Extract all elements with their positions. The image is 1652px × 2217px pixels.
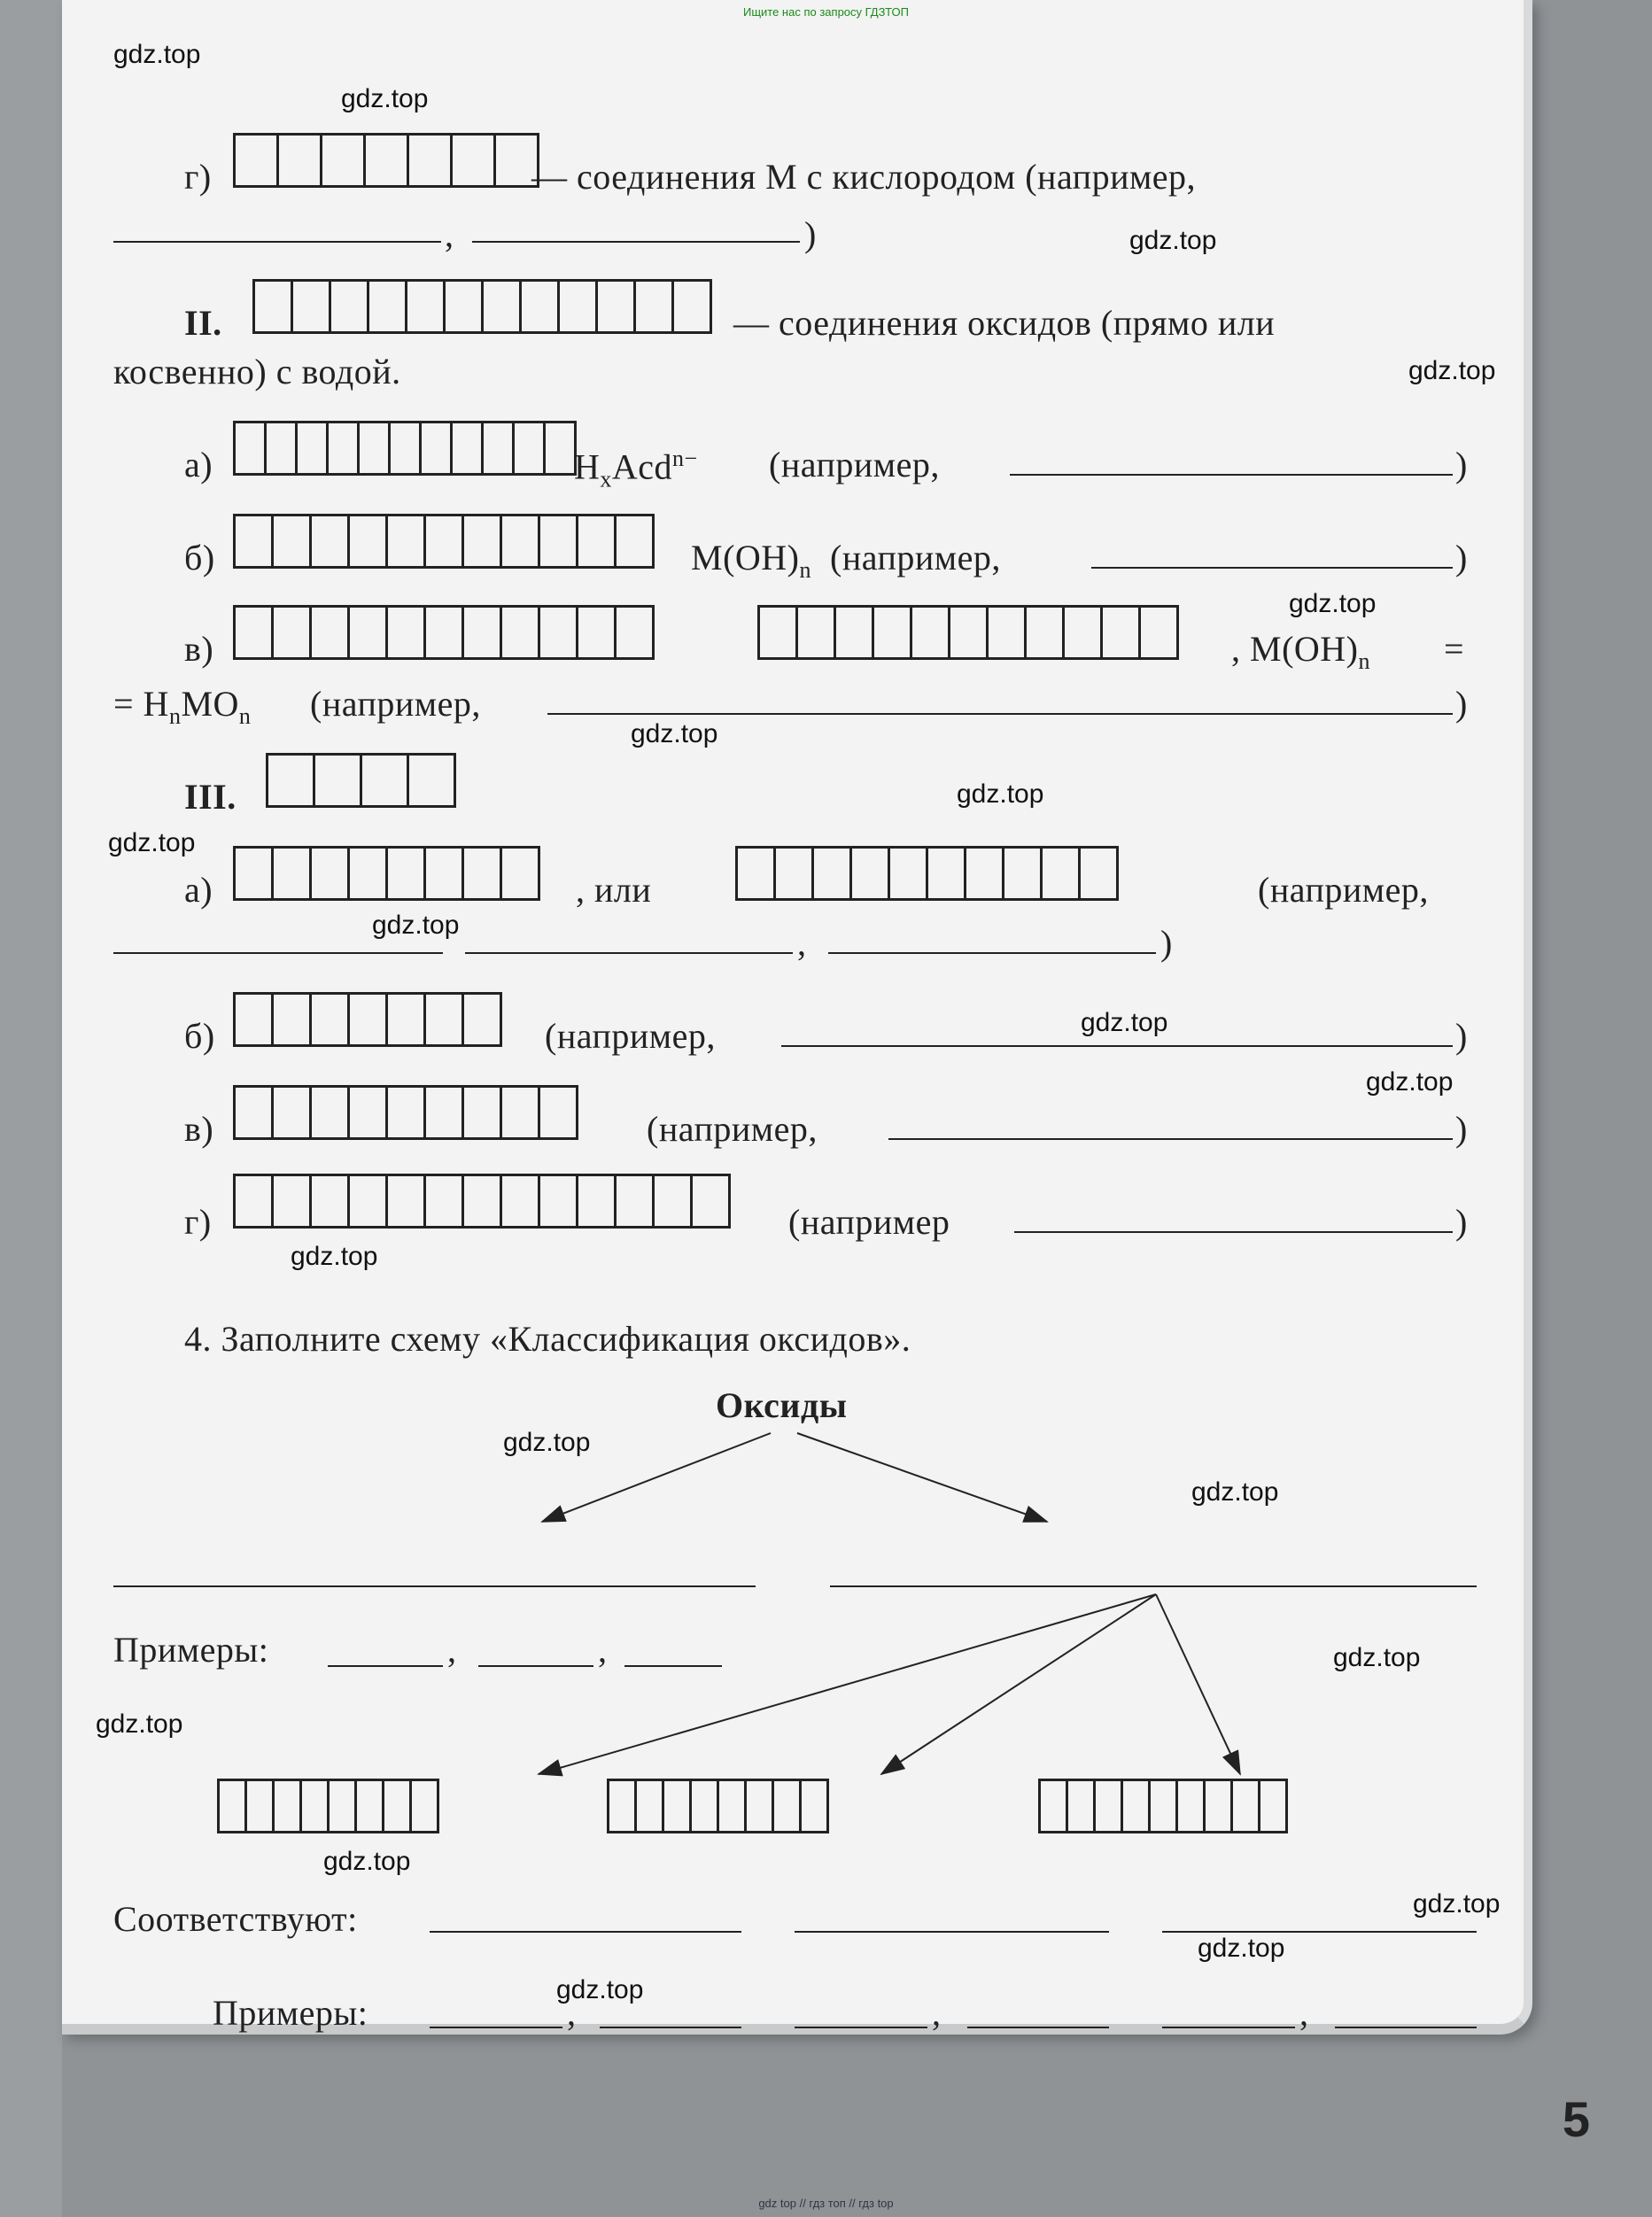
letter-box[interactable]: [217, 1779, 247, 1833]
arrow: [797, 1433, 1047, 1522]
formula-part: = H: [113, 684, 169, 724]
comma: ,: [1299, 1993, 1309, 2033]
watermark: gdz.top: [323, 1847, 411, 1876]
label-II-v: в): [184, 629, 214, 669]
letter-box[interactable]: [634, 1779, 664, 1833]
paren: ): [1455, 538, 1468, 578]
arrow: [539, 1594, 1156, 1774]
formula-sup: n−: [672, 446, 698, 471]
watermark: gdz.top: [372, 911, 460, 940]
letter-box[interactable]: [1230, 1779, 1260, 1833]
letter-box[interactable]: [272, 1779, 302, 1833]
letter-box[interactable]: [409, 1779, 439, 1833]
text-example: (например,: [310, 684, 481, 724]
letter-box[interactable]: [1203, 1779, 1233, 1833]
formula-sub: x: [600, 466, 612, 492]
letter-box[interactable]: [1093, 1779, 1123, 1833]
paren: ): [1455, 684, 1468, 724]
letter-box[interactable]: [299, 1779, 330, 1833]
watermark: gdz.top: [108, 828, 196, 857]
letter-box[interactable]: [689, 1779, 719, 1833]
paren: ): [1455, 445, 1468, 484]
formula-sub: n: [238, 703, 252, 729]
answer-line: [113, 1585, 756, 1587]
arrow: [1156, 1594, 1240, 1774]
formula-part: H: [574, 446, 601, 487]
label-III-g: г): [184, 1202, 212, 1242]
watermark: gdz.top: [1366, 1067, 1454, 1097]
watermark: gdz.top: [1191, 1477, 1279, 1507]
letter-box[interactable]: [1258, 1779, 1288, 1833]
text-g-top: — соединения М с кислородом (например,: [531, 157, 1197, 197]
equals: =: [1444, 629, 1465, 669]
roman-II: II.: [184, 303, 222, 343]
letter-box[interactable]: [799, 1779, 829, 1833]
answer-line: [430, 1931, 741, 1933]
letter-box[interactable]: [327, 1779, 357, 1833]
formula-sub: n: [799, 557, 811, 583]
formula-part: M(OH): [691, 538, 800, 578]
watermark: gdz.top: [291, 1242, 378, 1271]
watermark: gdz.top: [1289, 589, 1377, 618]
answer-line: [328, 1665, 443, 1667]
comma: ,: [598, 1630, 608, 1670]
answer-boxes: [1038, 1779, 1285, 1833]
watermark: gdz.top: [631, 719, 718, 748]
paren: ): [1160, 923, 1173, 963]
watermark: gdz.top: [556, 1975, 644, 2004]
answer-line: [1162, 1931, 1477, 1933]
letter-box[interactable]: [244, 1779, 275, 1833]
text-example: (например,: [830, 538, 1001, 578]
answer-line: [967, 2027, 1109, 2028]
corresponds-label: Соответствуют:: [113, 1899, 358, 1939]
answer-line: [795, 1931, 1109, 1933]
answer-line: [830, 1585, 1477, 1587]
answer-line: [1162, 2027, 1295, 2028]
label-II-b: б): [184, 538, 215, 578]
label-II-a: а): [184, 445, 213, 484]
watermark: gdz.top: [1408, 356, 1496, 385]
formula-sub: n: [168, 703, 182, 729]
formula-sub: n: [1358, 648, 1370, 674]
text-or: , или: [576, 870, 652, 910]
comma: ,: [445, 214, 454, 254]
paren: ): [1455, 1202, 1468, 1242]
top-watermark: Ищите нас по запросу ГДЗТОП: [742, 5, 909, 19]
comma: ,: [447, 1630, 457, 1670]
roman-III: III.: [184, 777, 237, 817]
watermark: gdz.top: [1129, 226, 1217, 255]
label-III-b: б): [184, 1016, 215, 1056]
letter-box[interactable]: [1038, 1779, 1068, 1833]
letter-box[interactable]: [662, 1779, 692, 1833]
answer-line: [600, 2027, 741, 2028]
examples-label: Примеры:: [113, 1630, 269, 1670]
watermark: gdz.top: [341, 84, 429, 113]
text-example: (например,: [769, 445, 940, 484]
text-example: (например: [788, 1202, 950, 1242]
letter-box[interactable]: [1066, 1779, 1096, 1833]
answer-line: [430, 2027, 562, 2028]
watermark: gdz.top: [113, 40, 201, 69]
label-III-v: в): [184, 1109, 214, 1149]
comma: ,: [797, 923, 807, 963]
comma: ,: [932, 1993, 942, 2033]
formula-part: Acd: [611, 446, 673, 487]
letter-box[interactable]: [354, 1779, 384, 1833]
task4-title: 4. Заполните схему «Классификация оксидов».: [184, 1319, 911, 1359]
text-II-line2: косвенно) с водой.: [113, 352, 401, 391]
letter-box[interactable]: [1121, 1779, 1151, 1833]
letter-box[interactable]: [744, 1779, 774, 1833]
diagram-root: Оксиды: [716, 1385, 848, 1425]
paren: ): [1455, 1016, 1468, 1056]
watermark: gdz.top: [1413, 1889, 1501, 1919]
letter-box[interactable]: [382, 1779, 412, 1833]
examples2-label: Примеры:: [213, 1993, 368, 2033]
paren: ): [804, 214, 817, 254]
comma: ,: [567, 1993, 577, 2033]
letter-box[interactable]: [772, 1779, 802, 1833]
text-II: — соединения оксидов (прямо или: [733, 303, 1276, 343]
text-example: (например,: [1258, 870, 1429, 910]
text-example: (например,: [647, 1109, 818, 1149]
answer-line: [795, 2027, 927, 2028]
letter-box[interactable]: [1148, 1779, 1178, 1833]
bottom-watermark: gdz top // гдз топ // гдз top: [758, 2197, 894, 2210]
answer-boxes: [607, 1779, 826, 1833]
formula-part: MO: [181, 684, 239, 724]
answer-line: [624, 1665, 722, 1667]
answer-line: [478, 1665, 593, 1667]
watermark: gdz.top: [1333, 1643, 1421, 1672]
letter-box[interactable]: [1175, 1779, 1206, 1833]
watermark: gdz.top: [1081, 1008, 1168, 1037]
watermark: gdz.top: [503, 1428, 591, 1457]
watermark: gdz.top: [957, 779, 1044, 809]
answer-line: [1335, 2027, 1477, 2028]
answer-boxes: [217, 1779, 437, 1833]
letter-box[interactable]: [607, 1779, 637, 1833]
arrow: [881, 1594, 1156, 1774]
letter-box[interactable]: [717, 1779, 747, 1833]
watermark: gdz.top: [96, 1709, 183, 1739]
formula-part: , M(OH): [1231, 629, 1359, 669]
paren: ): [1455, 1109, 1468, 1149]
watermark: gdz.top: [1198, 1934, 1285, 1963]
text-example: (например,: [545, 1016, 716, 1056]
label-III-a: а): [184, 870, 213, 910]
label-g-top: г): [184, 157, 212, 197]
page-number: 5: [1562, 2091, 1590, 2147]
